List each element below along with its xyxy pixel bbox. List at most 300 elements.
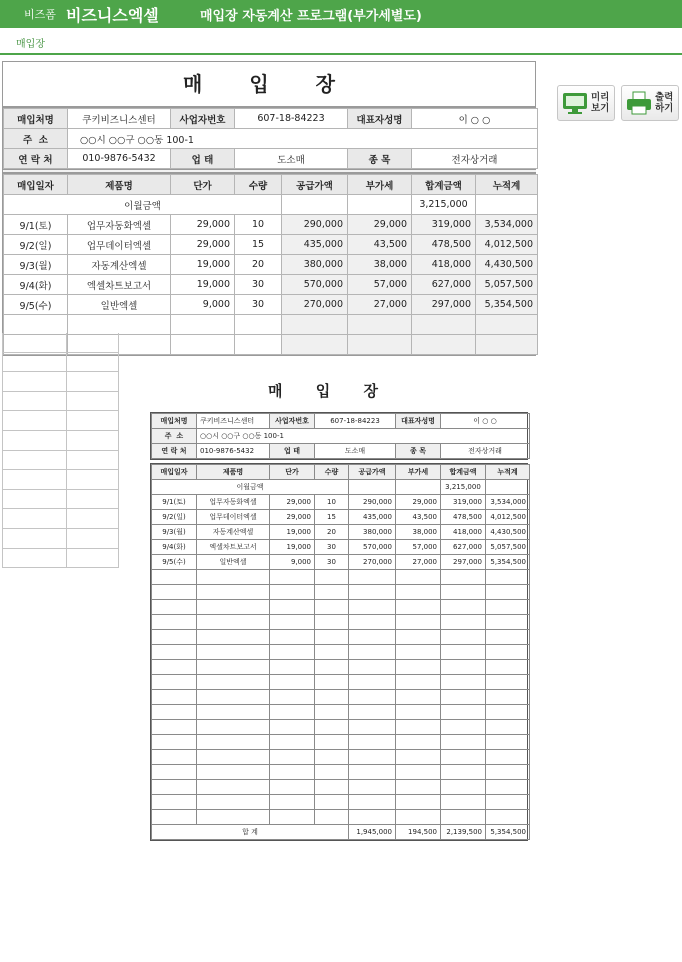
monitor-icon — [562, 90, 588, 116]
preview-contact-label: 연 락 처 — [152, 444, 197, 459]
preview-cell-total: 418,000 — [441, 525, 486, 540]
cell-unit-price[interactable]: 9,000 — [171, 295, 235, 315]
app-title: 매입장 자동계산 프로그램(부가세별도) — [200, 9, 422, 24]
cell-vat[interactable]: 27,000 — [348, 295, 412, 315]
cell-qty[interactable]: 30 — [235, 275, 282, 295]
preview-cell-date: 9/5(수) — [152, 555, 197, 570]
preview-cell-supply: 570,000 — [349, 540, 396, 555]
preview-cell-total — [441, 675, 486, 690]
preview-cell-cumulative — [486, 600, 530, 615]
table-row — [4, 255, 538, 275]
preview-cell-qty — [315, 645, 349, 660]
preview-cell-unit-price — [270, 810, 315, 825]
preview-cell-supply — [349, 810, 396, 825]
preview-cell-product: 일반엑셀 — [197, 555, 270, 570]
preview-cell-vat — [396, 675, 441, 690]
preview-cell-date — [152, 615, 197, 630]
preview-cell-cumulative: 5,057,500 — [486, 540, 530, 555]
cell-supply[interactable] — [282, 315, 348, 335]
address-label: 주 소 — [4, 129, 68, 149]
cell-unit-price[interactable]: 19,000 — [171, 255, 235, 275]
preview-cell-supply — [349, 750, 396, 765]
preview-cell-vat — [396, 645, 441, 660]
preview-cell-product: 자동계산엑셀 — [197, 525, 270, 540]
preview-row — [152, 585, 530, 600]
preview-cell-vat — [396, 765, 441, 780]
preview-cell-product — [197, 600, 270, 615]
preview-cell-supply — [349, 705, 396, 720]
cell-supply[interactable] — [282, 335, 348, 355]
cell-supply[interactable]: 435,000 — [282, 235, 348, 255]
biz-type-label: 업 태 — [171, 149, 235, 169]
preview-cell-total — [441, 570, 486, 585]
print-preview — [120, 362, 540, 922]
preview-ledger-box — [150, 463, 528, 841]
preview-cell-date — [152, 780, 197, 795]
preview-cell-supply — [349, 645, 396, 660]
preview-cell-qty — [315, 570, 349, 585]
preview-cell-supply — [349, 570, 396, 585]
preview-cell-date — [152, 750, 197, 765]
cell-supply[interactable]: 290,000 — [282, 215, 348, 235]
cell-cumulative[interactable]: 3,534,000 — [476, 215, 538, 235]
preview-cell-vat: 43,500 — [396, 510, 441, 525]
cell-date[interactable]: 9/3(월) — [4, 255, 68, 275]
cell-date[interactable]: 9/4(화) — [4, 275, 68, 295]
cell-product[interactable]: 업무데이터엑셀 — [68, 235, 171, 255]
preview-cell-total — [441, 660, 486, 675]
table-row — [4, 275, 538, 295]
cell-date[interactable]: 9/2(일) — [4, 235, 68, 255]
sheet-tab-bar — [0, 28, 682, 55]
cell-cumulative[interactable]: 4,430,500 — [476, 255, 538, 275]
col-header-total: 합계금액 — [412, 175, 476, 195]
preview-cell-cumulative — [486, 570, 530, 585]
preview-col-cumulative: 누적계 — [486, 465, 530, 480]
preview-cell-unit-price — [270, 750, 315, 765]
preview-cell-supply — [349, 780, 396, 795]
preview-cell-product — [197, 570, 270, 585]
preview-cell-unit-price — [270, 765, 315, 780]
preview-biz-type-label: 업 태 — [270, 444, 315, 459]
cell-qty[interactable]: 10 — [235, 215, 282, 235]
preview-cell-date — [152, 660, 197, 675]
preview-cell-cumulative — [486, 795, 530, 810]
preview-cell-qty — [315, 735, 349, 750]
preview-row — [152, 705, 530, 720]
preview-cell-qty — [315, 585, 349, 600]
col-header-qty: 수량 — [235, 175, 282, 195]
rep-value[interactable]: 이 ○ ○ — [412, 109, 538, 129]
preview-cell-product — [197, 630, 270, 645]
preview-cell-product — [197, 660, 270, 675]
address-value[interactable]: ○○시 ○○구 ○○동 100-1 — [68, 129, 538, 149]
biz-type-value[interactable]: 도소매 — [235, 149, 348, 169]
preview-cell-unit-price — [270, 720, 315, 735]
cell-vat[interactable]: 57,000 — [348, 275, 412, 295]
preview-cell-unit-price — [270, 600, 315, 615]
vendor-info-table — [3, 108, 538, 169]
preview-total-sum: 2,139,500 — [441, 825, 486, 840]
preview-cell-cumulative: 4,430,500 — [486, 525, 530, 540]
preview-cell-cumulative — [486, 705, 530, 720]
ledger-title: 매 입 장 — [3, 62, 536, 106]
preview-cell-qty: 30 — [315, 540, 349, 555]
preview-cell-product: 엑셀차트보고서 — [197, 540, 270, 555]
cell-product[interactable]: 일반엑셀 — [68, 295, 171, 315]
preview-cell-qty: 30 — [315, 555, 349, 570]
preview-cell-unit-price: 29,000 — [270, 495, 315, 510]
preview-row — [152, 675, 530, 690]
table-row — [4, 235, 538, 255]
cell-qty[interactable] — [235, 315, 282, 335]
cell-cumulative[interactable]: 4,012,500 — [476, 235, 538, 255]
preview-rep-value: 이 ○ ○ — [441, 414, 530, 429]
preview-cell-vat: 27,000 — [396, 555, 441, 570]
preview-cell-total — [441, 810, 486, 825]
preview-cell-vat — [396, 585, 441, 600]
contact-label: 연 락 처 — [4, 149, 68, 169]
preview-title: 매 입 장 — [268, 382, 392, 400]
cell-cumulative[interactable] — [476, 315, 538, 335]
preview-cell-product — [197, 765, 270, 780]
cell-cumulative[interactable]: 5,354,500 — [476, 295, 538, 315]
brand-logo: 비즈니스엑셀 — [66, 6, 159, 25]
preview-cell-qty: 20 — [315, 525, 349, 540]
cell-qty[interactable]: 30 — [235, 295, 282, 315]
table-row — [4, 295, 538, 315]
preview-cell-product — [197, 705, 270, 720]
preview-carryover-label: 이월금액 — [152, 480, 349, 495]
preview-row — [152, 600, 530, 615]
preview-cell-cumulative — [486, 765, 530, 780]
preview-cell-vat — [396, 570, 441, 585]
preview-cell-supply — [349, 585, 396, 600]
preview-cell-product — [197, 780, 270, 795]
preview-cell-qty — [315, 705, 349, 720]
preview-button-label: 미리 보기 — [591, 92, 610, 114]
preview-cell-date — [152, 690, 197, 705]
cell-vat[interactable]: 29,000 — [348, 215, 412, 235]
preview-biz-no-value: 607-18-84223 — [315, 414, 396, 429]
preview-cell-cumulative — [486, 645, 530, 660]
preview-row — [152, 630, 530, 645]
preview-cell-total: 319,000 — [441, 495, 486, 510]
cell-vat[interactable] — [348, 315, 412, 335]
cell-product[interactable]: 업무자동화엑셀 — [68, 215, 171, 235]
preview-cell-cumulative — [486, 615, 530, 630]
preview-row — [152, 810, 530, 825]
preview-cell-cumulative — [486, 750, 530, 765]
preview-cell-date — [152, 795, 197, 810]
cell-cumulative[interactable] — [476, 335, 538, 355]
preview-col-qty: 수량 — [315, 465, 349, 480]
preview-row — [152, 540, 530, 555]
preview-cell-product — [197, 810, 270, 825]
cell-total[interactable] — [412, 335, 476, 355]
preview-address-label: 주 소 — [152, 429, 197, 444]
preview-cell-total — [441, 690, 486, 705]
preview-cell-product — [197, 615, 270, 630]
preview-cell-total — [441, 765, 486, 780]
preview-cell-product — [197, 645, 270, 660]
preview-cell-qty: 10 — [315, 495, 349, 510]
preview-cell-product — [197, 720, 270, 735]
preview-cell-unit-price — [270, 675, 315, 690]
preview-row — [152, 795, 530, 810]
preview-cell-vat — [396, 630, 441, 645]
preview-cell-supply — [349, 690, 396, 705]
preview-col-product: 제품명 — [197, 465, 270, 480]
preview-cell-vat — [396, 660, 441, 675]
preview-cell-vat — [396, 735, 441, 750]
cell-total[interactable]: 418,000 — [412, 255, 476, 275]
print-button[interactable] — [621, 85, 679, 121]
cell-vat[interactable] — [348, 335, 412, 355]
preview-cell-product: 업무자동화엑셀 — [197, 495, 270, 510]
preview-cell-product: 업무데이터엑셀 — [197, 510, 270, 525]
preview-cell-date: 9/4(화) — [152, 540, 197, 555]
carryover-value[interactable]: 3,215,000 — [412, 195, 476, 215]
preview-cell-cumulative — [486, 780, 530, 795]
preview-cell-supply — [349, 615, 396, 630]
preview-address-value: ○○시 ○○구 ○○동 100-1 — [197, 429, 530, 444]
cell-supply[interactable]: 270,000 — [282, 295, 348, 315]
preview-cell-supply — [349, 600, 396, 615]
preview-cell-supply: 270,000 — [349, 555, 396, 570]
preview-col-unit-price: 단가 — [270, 465, 315, 480]
vendor-value[interactable]: 쿠키비즈니스센터 — [68, 109, 171, 129]
preview-cell-vat — [396, 690, 441, 705]
cell-qty[interactable] — [235, 335, 282, 355]
preview-cell-total: 627,000 — [441, 540, 486, 555]
preview-row — [152, 555, 530, 570]
preview-cell-product — [197, 735, 270, 750]
cell-total[interactable] — [412, 315, 476, 335]
preview-cell-vat — [396, 615, 441, 630]
preview-cell-total — [441, 720, 486, 735]
cell-date[interactable]: 9/5(수) — [4, 295, 68, 315]
cell-vat[interactable]: 38,000 — [348, 255, 412, 275]
rep-label: 대표자성명 — [348, 109, 412, 129]
cell-total[interactable]: 319,000 — [412, 215, 476, 235]
preview-row — [152, 735, 530, 750]
preview-cell-total — [441, 735, 486, 750]
preview-cell-unit-price: 9,000 — [270, 555, 315, 570]
preview-row — [152, 720, 530, 735]
preview-row — [152, 615, 530, 630]
preview-row — [152, 495, 530, 510]
preview-cell-total — [441, 780, 486, 795]
preview-cell-unit-price: 19,000 — [270, 540, 315, 555]
table-row — [4, 315, 538, 335]
cell-supply[interactable]: 570,000 — [282, 275, 348, 295]
preview-cell-unit-price — [270, 660, 315, 675]
cell-unit-price[interactable]: 29,000 — [171, 235, 235, 255]
preview-cell-date — [152, 720, 197, 735]
preview-cell-qty — [315, 765, 349, 780]
preview-cell-supply — [349, 795, 396, 810]
cell-total[interactable]: 627,000 — [412, 275, 476, 295]
preview-cell-product — [197, 690, 270, 705]
preview-cell-vat — [396, 750, 441, 765]
preview-cell-total — [441, 600, 486, 615]
preview-row — [152, 645, 530, 660]
brand-small-logo: 비즈폼 — [24, 8, 56, 21]
preview-cell-cumulative — [486, 585, 530, 600]
preview-cell-qty — [315, 720, 349, 735]
preview-cell-qty — [315, 600, 349, 615]
print-button-label: 출력 하기 — [655, 92, 674, 114]
carryover-label: 이월금액 — [4, 195, 282, 215]
preview-contact-value: 010-9876-5432 — [197, 444, 270, 459]
preview-cell-date — [152, 645, 197, 660]
cell-total[interactable]: 297,000 — [412, 295, 476, 315]
cell-qty[interactable]: 20 — [235, 255, 282, 275]
preview-cell-date — [152, 735, 197, 750]
preview-cell-total — [441, 615, 486, 630]
preview-cell-vat — [396, 720, 441, 735]
preview-col-date: 매입일자 — [152, 465, 197, 480]
preview-cell-supply — [349, 720, 396, 735]
preview-button[interactable] — [557, 85, 615, 121]
item-value[interactable]: 전자상거래 — [412, 149, 538, 169]
biz-no-value[interactable]: 607-18-84223 — [235, 109, 348, 129]
preview-cell-product — [197, 750, 270, 765]
preview-cell-date — [152, 630, 197, 645]
cell-product[interactable] — [68, 315, 171, 335]
preview-cell-supply — [349, 675, 396, 690]
preview-cell-date — [152, 600, 197, 615]
col-header-product: 제품명 — [68, 175, 171, 195]
preview-col-supply: 공급가액 — [349, 465, 396, 480]
cell-unit-price[interactable]: 19,000 — [171, 275, 235, 295]
preview-cell-cumulative — [486, 720, 530, 735]
preview-cell-unit-price — [270, 780, 315, 795]
preview-cell-cumulative — [486, 690, 530, 705]
preview-cell-unit-price — [270, 645, 315, 660]
cell-date[interactable]: 9/1(토) — [4, 215, 68, 235]
preview-cell-cumulative — [486, 810, 530, 825]
col-header-unit-price: 단가 — [171, 175, 235, 195]
preview-cell-qty — [315, 675, 349, 690]
preview-cell-vat — [396, 705, 441, 720]
preview-cell-cumulative — [486, 660, 530, 675]
tab-purchase-ledger[interactable]: 매입장 — [16, 39, 45, 50]
preview-total-supply: 1,945,000 — [349, 825, 396, 840]
preview-cell-cumulative — [486, 675, 530, 690]
preview-cell-date — [152, 570, 197, 585]
preview-cell-date — [152, 675, 197, 690]
preview-row — [152, 765, 530, 780]
preview-total-label: 합 계 — [152, 825, 349, 840]
title-bar — [0, 0, 682, 28]
biz-no-label: 사업자번호 — [171, 109, 235, 129]
preview-cell-unit-price — [270, 570, 315, 585]
preview-cell-supply — [349, 630, 396, 645]
preview-cell-unit-price — [270, 630, 315, 645]
preview-cell-supply: 435,000 — [349, 510, 396, 525]
preview-cell-unit-price — [270, 795, 315, 810]
cell-qty[interactable]: 15 — [235, 235, 282, 255]
preview-cell-qty — [315, 795, 349, 810]
col-header-date: 매입일자 — [4, 175, 68, 195]
preview-cell-unit-price — [270, 705, 315, 720]
preview-cell-unit-price — [270, 690, 315, 705]
preview-cell-supply: 290,000 — [349, 495, 396, 510]
preview-cell-total: 478,500 — [441, 510, 486, 525]
preview-vendor-label: 매입처명 — [152, 414, 197, 429]
ledger-sheet — [2, 61, 536, 356]
preview-cell-qty — [315, 690, 349, 705]
cell-cumulative[interactable]: 5,057,500 — [476, 275, 538, 295]
preview-cell-supply: 380,000 — [349, 525, 396, 540]
preview-cell-cumulative: 3,534,000 — [486, 495, 530, 510]
cell-product[interactable]: 엑셀차트보고서 — [68, 275, 171, 295]
preview-row — [152, 660, 530, 675]
preview-vendor-value: 쿠키비즈니스센터 — [197, 414, 270, 429]
ledger-table — [3, 174, 538, 355]
cell-total[interactable]: 478,500 — [412, 235, 476, 255]
preview-cell-product — [197, 675, 270, 690]
preview-cell-total: 297,000 — [441, 555, 486, 570]
preview-cell-cumulative — [486, 630, 530, 645]
preview-cell-total — [441, 795, 486, 810]
preview-row — [152, 510, 530, 525]
preview-col-total: 합계금액 — [441, 465, 486, 480]
preview-cell-date — [152, 765, 197, 780]
preview-cell-supply — [349, 735, 396, 750]
preview-row — [152, 780, 530, 795]
preview-cell-total — [441, 750, 486, 765]
preview-col-vat: 부가세 — [396, 465, 441, 480]
preview-cell-vat — [396, 780, 441, 795]
contact-value[interactable]: 010-9876-5432 — [68, 149, 171, 169]
preview-cell-product — [197, 585, 270, 600]
preview-item-value: 전자상거래 — [441, 444, 530, 459]
col-header-supply: 공급가액 — [282, 175, 348, 195]
cell-unit-price[interactable] — [171, 315, 235, 335]
cell-unit-price[interactable]: 29,000 — [171, 215, 235, 235]
item-label: 종 목 — [348, 149, 412, 169]
preview-cell-cumulative: 4,012,500 — [486, 510, 530, 525]
preview-cell-total — [441, 630, 486, 645]
preview-cell-qty: 15 — [315, 510, 349, 525]
preview-cell-unit-price — [270, 735, 315, 750]
preview-rep-label: 대표자성명 — [396, 414, 441, 429]
table-row — [4, 215, 538, 235]
cell-vat[interactable]: 43,500 — [348, 235, 412, 255]
cell-unit-price[interactable] — [171, 335, 235, 355]
preview-cell-date — [152, 705, 197, 720]
cell-product[interactable]: 자동계산엑셀 — [68, 255, 171, 275]
cell-date[interactable] — [4, 315, 68, 335]
preview-row — [152, 690, 530, 705]
preview-cell-total — [441, 645, 486, 660]
preview-cell-cumulative: 5,354,500 — [486, 555, 530, 570]
col-header-cumulative: 누적계 — [476, 175, 538, 195]
preview-cell-product — [197, 795, 270, 810]
preview-row — [152, 570, 530, 585]
preview-total-cumulative: 5,354,500 — [486, 825, 530, 840]
preview-biz-no-label: 사업자번호 — [270, 414, 315, 429]
preview-row — [152, 525, 530, 540]
cell-supply[interactable]: 380,000 — [282, 255, 348, 275]
preview-cell-vat: 38,000 — [396, 525, 441, 540]
col-header-vat: 부가세 — [348, 175, 412, 195]
preview-cell-unit-price — [270, 615, 315, 630]
empty-grid-cells — [2, 333, 119, 568]
